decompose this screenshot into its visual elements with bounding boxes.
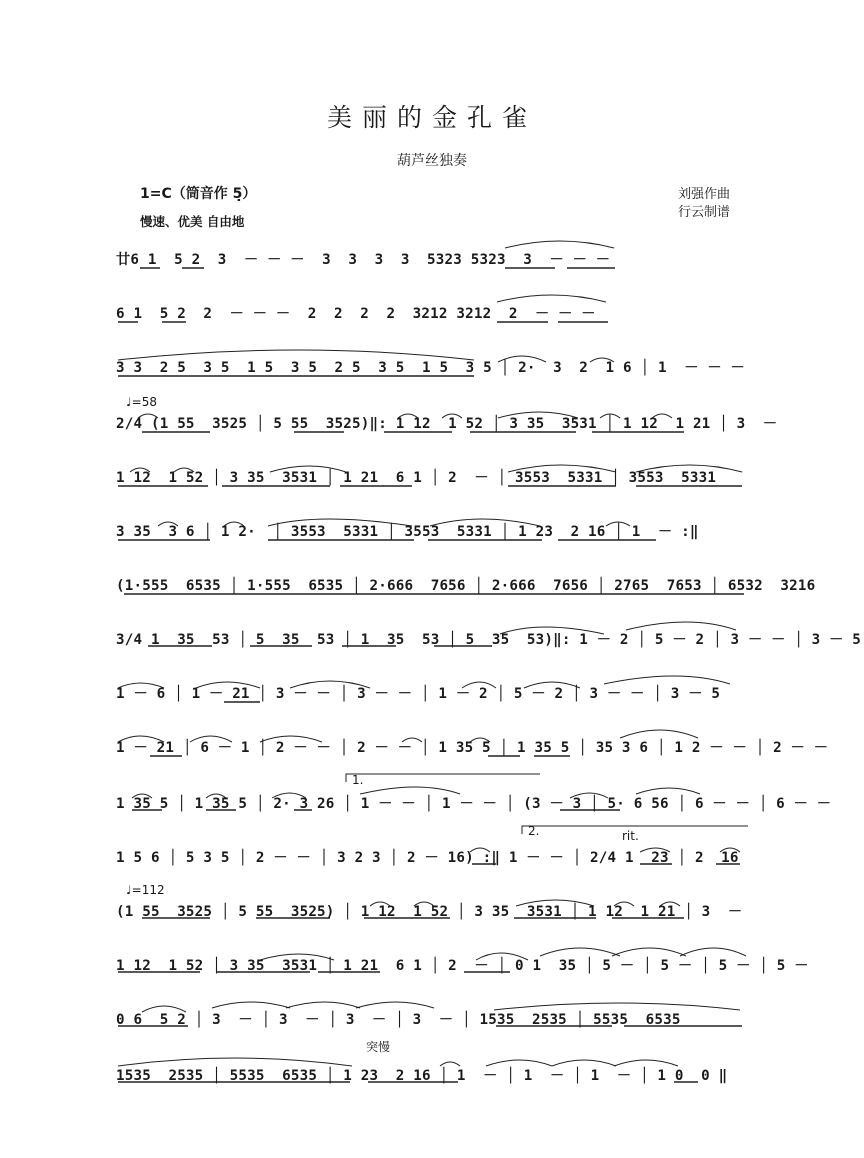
volta-1-label: 1. bbox=[352, 773, 364, 787]
notation-line-5: 1 12 1 52 │ 3 35 3531 │ 1 21 6 1 │ 2 － │ 3553 5331 │ 3553 5331 bbox=[116, 470, 717, 486]
notation-line-1: 廿6 1 5 2 3 － － － 3 3 3 3 5323 5323 3 － － － bbox=[116, 252, 611, 268]
arranger-credit: 行云制谱 bbox=[678, 205, 731, 220]
notation-line-3: 3 3 2 5 3 5 1 5 3 5 2 5 3 5 1 5 3 5 │ 2· 3 2 1 6 │ 1 － － － bbox=[116, 360, 745, 376]
notation-line-7: (1·555 6535 │ 1·555 6535 │ 2·666 7656 │ 2·666 7656 │ 2765 7653 │ 6532 3216 bbox=[116, 578, 816, 594]
notation-line-9: 1 － 6 │ 1 － 21 │ 3 － － │ 3 － － │ 1 － 2 │ 5 － 2 │ 3 － － │ 3 － 5 bbox=[116, 686, 721, 702]
notation-line-13: (1 55 3525 │ 5 55 3525) │ 1 12 1 52 │ 3 35 3531 │ 1 12 1 21 │ 3 － bbox=[116, 904, 743, 920]
notation-line-12: 1 5 6 │ 5 3 5 │ 2 － － │ 3 2 3 │ 2 － 16) :‖ 1 － － │ 2/4 1 23 │ 2 16 bbox=[116, 850, 739, 866]
notation-line-8: 3/4 1 35 53 │ 5 35 53 │ 1 35 53 │ 5 35 53)‖: 1 － 2 │ 5 － 2 │ 3 － － │ 3 － 5 bbox=[116, 632, 862, 648]
tempo-marking-58: ♩=58 bbox=[126, 395, 157, 409]
volta-2-label: 2. bbox=[528, 824, 540, 838]
key-signature: 1=C（筒音作 5̣） bbox=[140, 186, 257, 202]
score-title: 美丽的金孔雀 bbox=[326, 103, 537, 132]
tempo-marking-112: ♩=112 bbox=[126, 883, 165, 897]
composer-credit: 刘强作曲 bbox=[678, 187, 731, 202]
notation-line-15: 0 6 5 2 │ 3 － │ 3 － │ 3 － │ 3 － │ 1535 2535 │ 5535 6535 bbox=[116, 1012, 681, 1028]
notation-line-11: 1 35 5 │ 1 35 5 │ 2· 3 26 │ 1 － － │ 1 － － │ (3 － 3 │ 5· 6 56 │ 6 － － │ 6 － － bbox=[116, 796, 832, 812]
notation-line-2: 6 1 5 2 2 － － － 2 2 2 2 3212 3212 2 － － － bbox=[116, 306, 596, 322]
sudden-slow-marking: 突慢 bbox=[366, 1040, 391, 1054]
notation-line-16: 1535 2535 │ 5535 6535 │ 1 23 2 16 │ 1 － │ 1 － │ 1 － │ 1 0 0 ‖ bbox=[116, 1068, 728, 1084]
rit-marking: rit. bbox=[622, 829, 639, 843]
notation-line-14: 1 12 1 52 │ 3 35 3531 │ 1 21 6 1 │ 2 － │ 0 1 35 │ 5 － │ 5 － │ 5 － │ 5 － bbox=[116, 958, 809, 974]
expression-marking: 慢速、优美 自由地 bbox=[140, 214, 245, 229]
score-subtitle: 葫芦丝独奏 bbox=[397, 153, 467, 169]
notation-line-6: 3 35 3 6 │ 1 2· │ 3553 5331 │ 3553 5331 │ 1 23 2 16 │ 1 － :‖ bbox=[116, 524, 699, 540]
notation-line-10: 1 － 21 │ 6 － 1 │ 2 － － │ 2 － － │ 1 35 5 │ 1 35 5 │ 35 3 6 │ 1 2 － － │ 2 － － bbox=[116, 740, 829, 756]
notation-line-4: 2/4 (1 55 3525 │ 5 55 3525)‖: 1 12 1 52 │ 3 35 3531 │ 1 12 1 21 │ 3 － bbox=[116, 416, 778, 432]
volta-bracket-1 bbox=[346, 774, 540, 782]
